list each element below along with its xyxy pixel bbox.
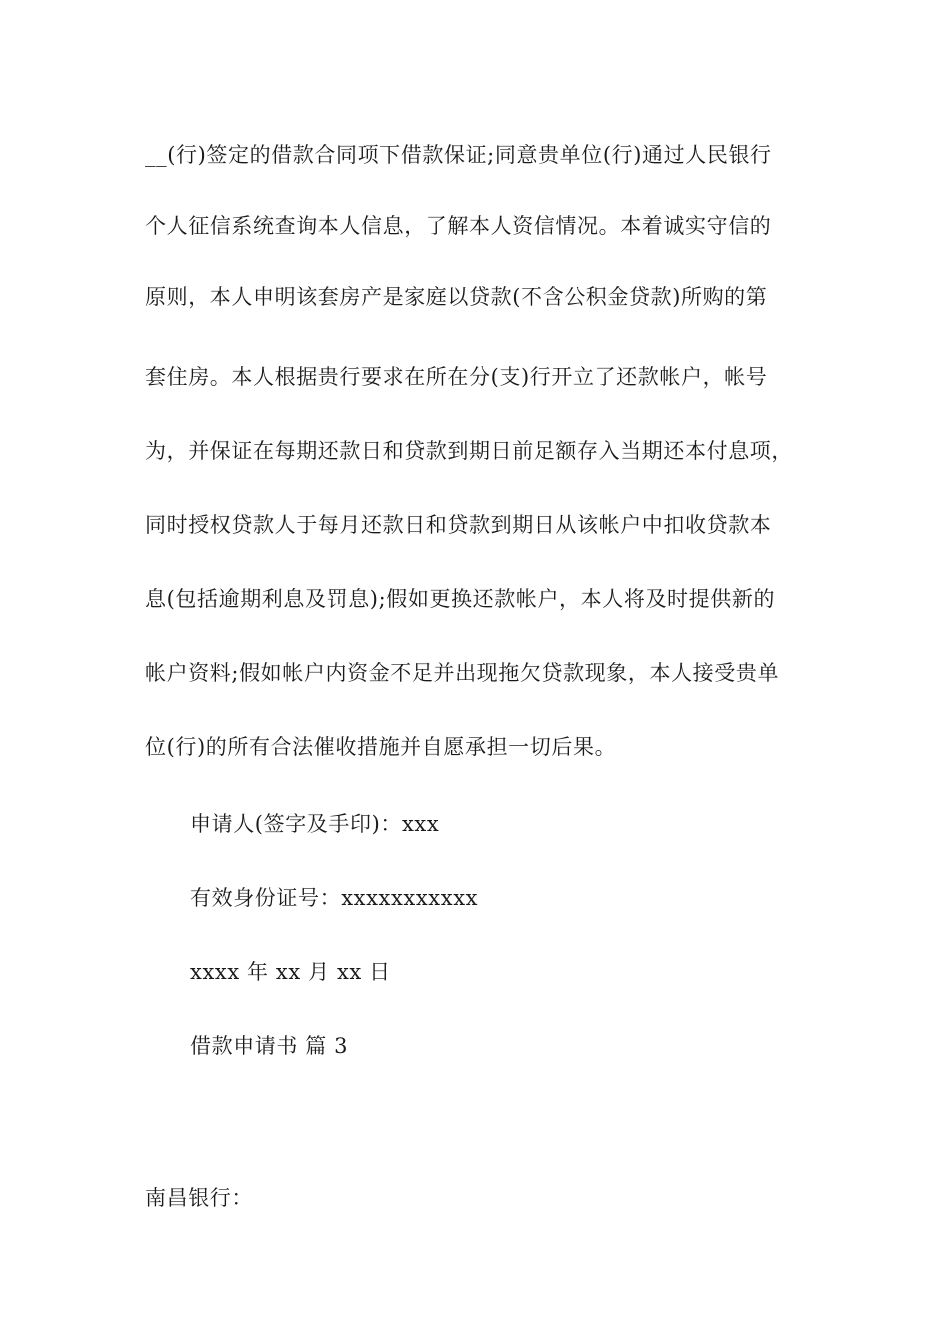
body-line-6: 同时授权贷款人于每月还款日和贷款到期日从该帐户中扣收贷款本 (145, 513, 772, 537)
body-line-7: 息(包括逾期利息及罚息);假如更换还款帐户，本人将及时提供新的 (145, 587, 776, 611)
body-line-9: 位(行)的所有合法催收措施并自愿承担一切后果。 (145, 735, 617, 759)
body-line-3: 原则，本人申明该套房产是家庭以贷款(不含公积金贷款)所购的第 (145, 285, 768, 309)
applicant-signature-line: 申请人(签字及手印)：xxx (190, 812, 440, 836)
date-line: xxxx 年 xx 月 xx 日 (190, 960, 391, 984)
id-number-line: 有效身份证号：xxxxxxxxxxx (190, 886, 479, 910)
section-title: 借款申请书 篇 3 (190, 1034, 349, 1058)
body-line-1: __(行)签定的借款合同项下借款保证;同意贵单位(行)通过人民银行 (145, 143, 772, 167)
addressee-line: 南昌银行： (145, 1186, 253, 1210)
body-line-8: 帐户资料;假如帐户内资金不足并出现拖欠贷款现象，本人接受贵单 (145, 661, 780, 685)
body-line-5: 为，并保证在每期还款日和贷款到期日前足额存入当期还本付息项， (145, 439, 793, 463)
body-line-4: 套住房。本人根据贵行要求在所在分(支)行开立了还款帐户，帐号 (145, 365, 768, 389)
body-line-2: 个人征信系统查询本人信息，了解本人资信情况。本着诚实守信的 (145, 214, 772, 238)
